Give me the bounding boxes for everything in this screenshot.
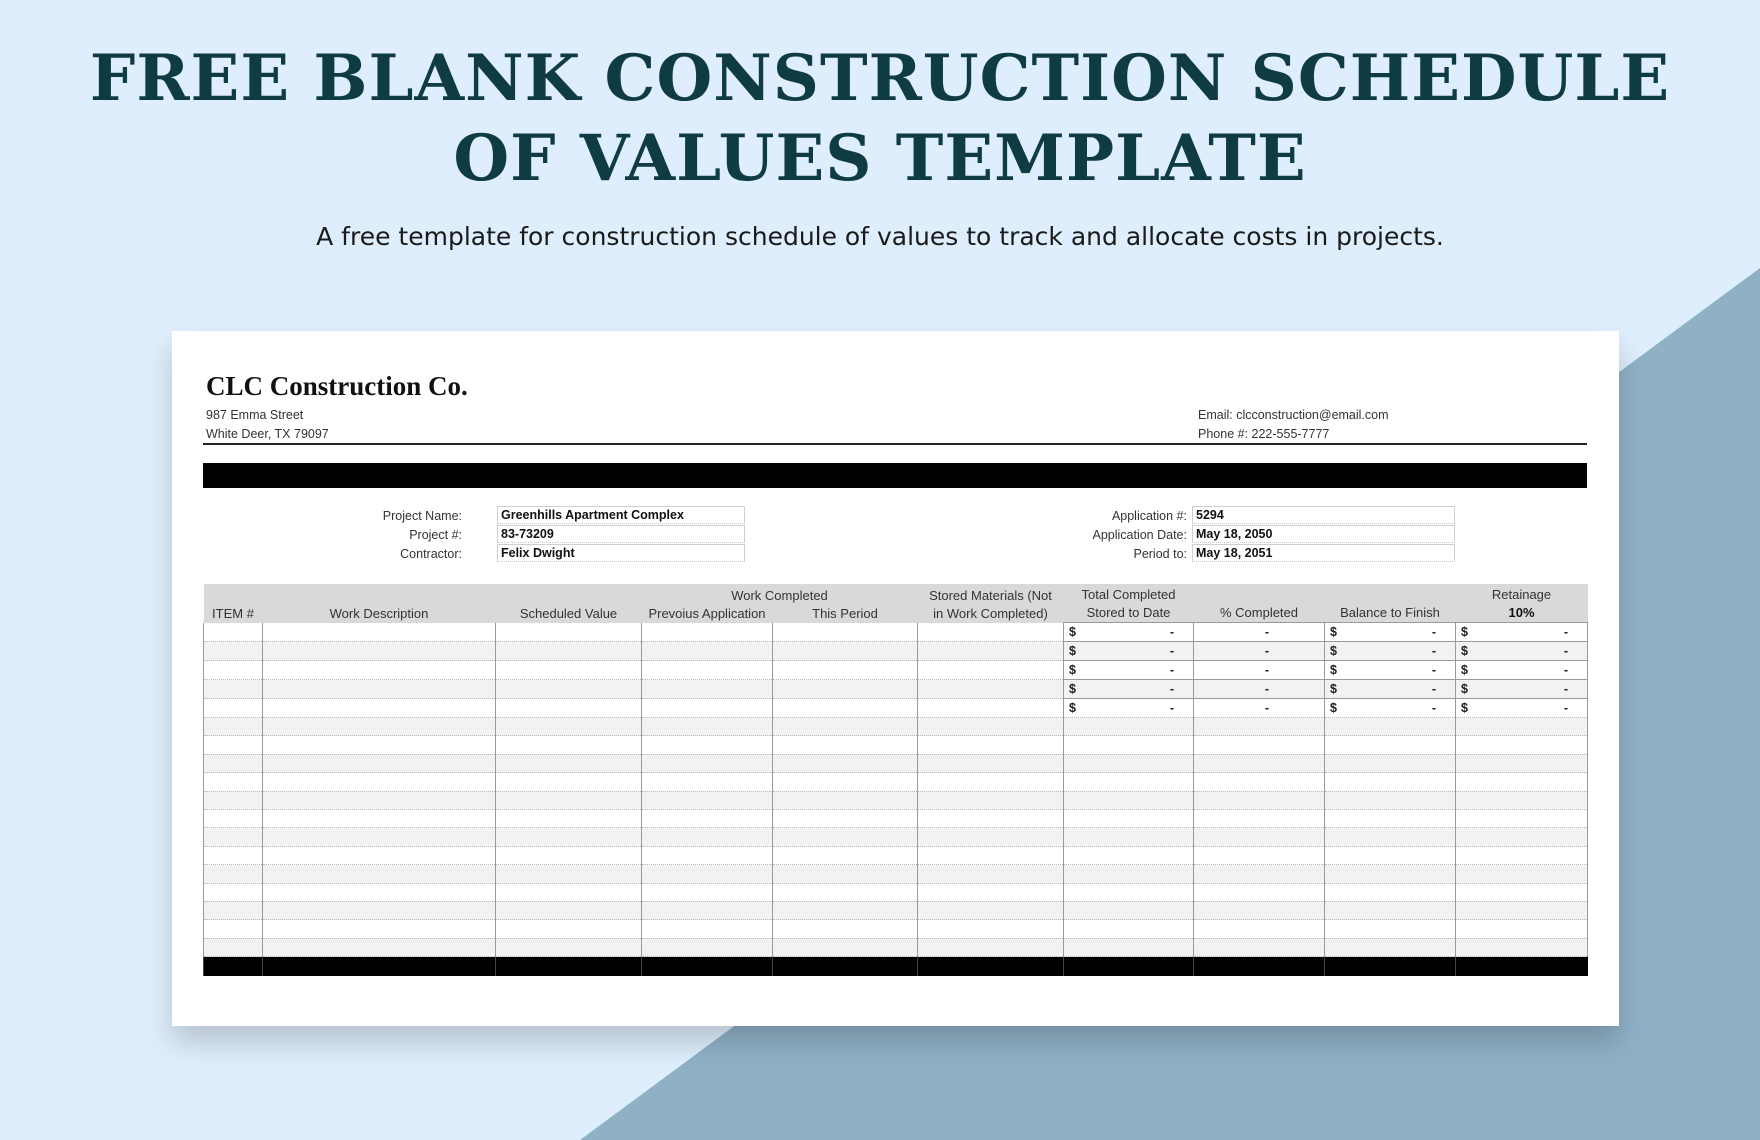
cell-work-description[interactable] <box>263 661 496 680</box>
cell-work-description[interactable] <box>263 809 496 827</box>
cell-retainage[interactable] <box>1456 938 1588 956</box>
cell-total-completed[interactable] <box>1064 809 1194 827</box>
table-row <box>204 642 1588 661</box>
cell-stored-materials[interactable] <box>918 773 1064 791</box>
cell-scheduled-value[interactable] <box>496 920 642 938</box>
project-number-label: Project #: <box>409 528 462 542</box>
cell-work-description[interactable] <box>263 773 496 791</box>
cell-work-description[interactable] <box>263 642 496 661</box>
empty-value-dash: - <box>1563 682 1568 696</box>
table-row <box>204 754 1588 772</box>
cell-total-completed[interactable] <box>1064 718 1194 736</box>
cell-balance-to-finish[interactable] <box>1325 736 1456 754</box>
footer-cell <box>496 957 642 977</box>
cell-this-period[interactable] <box>773 865 918 883</box>
header-stored-materials-line-2: in Work Completed) <box>933 605 1048 621</box>
currency-symbol: $ <box>1461 701 1468 715</box>
cell-stored-materials[interactable] <box>918 920 1064 938</box>
cell-work-description[interactable] <box>263 680 496 699</box>
currency-symbol: $ <box>1461 663 1468 677</box>
cell-total-completed[interactable] <box>1064 661 1194 680</box>
cell-stored-materials[interactable] <box>918 699 1064 718</box>
company-name: CLC Construction Co. <box>206 371 468 401</box>
cell-work-description[interactable] <box>263 920 496 938</box>
cell-retainage[interactable] <box>1456 920 1588 938</box>
cell-item[interactable] <box>204 883 263 901</box>
cell-scheduled-value[interactable] <box>496 699 642 718</box>
cell-stored-materials[interactable] <box>918 791 1064 809</box>
cell-previous-application[interactable] <box>642 642 773 661</box>
header-previous-application: Prevoius Application <box>648 605 766 621</box>
cell-item[interactable] <box>204 718 263 736</box>
footer-cell <box>1456 957 1588 977</box>
cell-percent-completed[interactable] <box>1194 828 1325 846</box>
cell-work-description[interactable] <box>263 846 496 864</box>
cell-this-period[interactable] <box>773 661 918 680</box>
empty-value-dash: - <box>1169 625 1174 639</box>
currency-symbol: $ <box>1069 644 1076 658</box>
table-row <box>204 773 1588 791</box>
empty-value-dash: - <box>1563 663 1568 677</box>
cell-percent-completed[interactable] <box>1194 938 1325 956</box>
cell-retainage[interactable] <box>1456 680 1588 699</box>
cell-percent-completed[interactable] <box>1194 754 1325 772</box>
cell-item[interactable] <box>204 754 263 772</box>
cell-previous-application[interactable] <box>642 773 773 791</box>
header-black-band <box>203 463 1587 488</box>
cell-retainage[interactable] <box>1456 828 1588 846</box>
cell-total-completed[interactable] <box>1064 901 1194 919</box>
empty-value-dash: - <box>1563 701 1568 715</box>
table-row <box>204 828 1588 846</box>
period-to-field[interactable]: May 18, 2051 <box>1192 544 1455 562</box>
header-this-period: This Period <box>812 605 878 621</box>
cell-this-period[interactable] <box>773 846 918 864</box>
empty-value-dash: - <box>1169 663 1174 677</box>
empty-value-dash: - <box>1431 644 1436 658</box>
cell-retainage[interactable] <box>1456 791 1588 809</box>
cell-item[interactable] <box>204 828 263 846</box>
cell-balance-to-finish[interactable] <box>1325 901 1456 919</box>
company-phone: Phone #: 222-555-7777 <box>1198 427 1330 441</box>
cell-work-description[interactable] <box>263 623 496 642</box>
cell-scheduled-value[interactable] <box>496 661 642 680</box>
cell-total-completed[interactable] <box>1064 680 1194 699</box>
contractor-field[interactable]: Felix Dwight <box>497 544 745 562</box>
cell-retainage[interactable] <box>1456 642 1588 661</box>
cell-total-completed[interactable] <box>1064 883 1194 901</box>
page-title-line-2: OF VALUES TEMPLATE <box>453 121 1307 196</box>
empty-value-dash: - <box>1264 663 1269 677</box>
cell-stored-materials[interactable] <box>918 938 1064 956</box>
table-row <box>204 718 1588 736</box>
project-name-field[interactable]: Greenhills Apartment Complex <box>497 506 745 524</box>
cell-total-completed[interactable] <box>1064 938 1194 956</box>
table-row <box>204 901 1588 919</box>
cell-work-description[interactable] <box>263 754 496 772</box>
cell-previous-application[interactable] <box>642 661 773 680</box>
cell-this-period[interactable] <box>773 718 918 736</box>
cell-percent-completed[interactable] <box>1194 809 1325 827</box>
cell-scheduled-value[interactable] <box>496 883 642 901</box>
currency-symbol: $ <box>1330 682 1337 696</box>
cell-total-completed[interactable] <box>1064 791 1194 809</box>
table-row <box>204 846 1588 864</box>
empty-value-dash: - <box>1431 682 1436 696</box>
cell-scheduled-value[interactable] <box>496 791 642 809</box>
cell-retainage[interactable] <box>1456 718 1588 736</box>
cell-this-period[interactable] <box>773 754 918 772</box>
cell-item[interactable] <box>204 661 263 680</box>
cell-balance-to-finish[interactable] <box>1325 623 1456 642</box>
cell-retainage[interactable] <box>1456 736 1588 754</box>
cell-item[interactable] <box>204 680 263 699</box>
table-row <box>204 883 1588 901</box>
cell-item[interactable] <box>204 846 263 864</box>
header-balance-to-finish <box>1325 584 1456 623</box>
cell-stored-materials[interactable] <box>918 809 1064 827</box>
header-work-description-label: Work Description <box>329 605 429 621</box>
cell-previous-application[interactable] <box>642 828 773 846</box>
cell-balance-to-finish[interactable] <box>1325 920 1456 938</box>
header-item-label: ITEM # <box>212 605 254 621</box>
cell-scheduled-value[interactable] <box>496 901 642 919</box>
cell-percent-completed[interactable] <box>1194 661 1325 680</box>
table-row <box>204 736 1588 754</box>
cell-item[interactable] <box>204 938 263 956</box>
cell-balance-to-finish[interactable] <box>1325 809 1456 827</box>
cell-stored-materials[interactable] <box>918 754 1064 772</box>
currency-symbol: $ <box>1461 625 1468 639</box>
application-date-field[interactable]: May 18, 2050 <box>1192 525 1455 543</box>
header-work-completed <box>642 584 918 623</box>
cell-percent-completed[interactable] <box>1194 920 1325 938</box>
cell-retainage[interactable] <box>1456 846 1588 864</box>
cell-previous-application[interactable] <box>642 736 773 754</box>
cell-percent-completed[interactable] <box>1194 846 1325 864</box>
cell-item[interactable] <box>204 736 263 754</box>
cell-stored-materials[interactable] <box>918 680 1064 699</box>
empty-value-dash: - <box>1431 625 1436 639</box>
cell-previous-application[interactable] <box>642 623 773 642</box>
cell-total-completed[interactable] <box>1064 754 1194 772</box>
cell-this-period[interactable] <box>773 809 918 827</box>
cell-retainage[interactable] <box>1456 661 1588 680</box>
cell-retainage[interactable] <box>1456 773 1588 791</box>
cell-work-description[interactable] <box>263 699 496 718</box>
table-row <box>204 920 1588 938</box>
company-email: Email: clcconstruction@email.com <box>1198 408 1389 422</box>
cell-total-completed[interactable] <box>1064 828 1194 846</box>
footer-cell <box>773 957 918 977</box>
cell-scheduled-value[interactable] <box>496 846 642 864</box>
cell-balance-to-finish[interactable] <box>1325 642 1456 661</box>
table-row <box>204 865 1588 883</box>
header-retainage-rate: 10% <box>1508 605 1535 620</box>
empty-value-dash: - <box>1264 644 1269 658</box>
table-row <box>204 680 1588 699</box>
empty-value-dash: - <box>1264 625 1269 639</box>
cell-stored-materials[interactable] <box>918 828 1064 846</box>
company-address-line-1: 987 Emma Street <box>206 408 304 422</box>
currency-symbol: $ <box>1330 644 1337 658</box>
cell-balance-to-finish[interactable] <box>1325 865 1456 883</box>
cell-scheduled-value[interactable] <box>496 773 642 791</box>
application-date-label: Application Date: <box>1092 528 1187 542</box>
cell-this-period[interactable] <box>773 901 918 919</box>
cell-work-description[interactable] <box>263 938 496 956</box>
cell-stored-materials[interactable] <box>918 865 1064 883</box>
currency-symbol: $ <box>1330 625 1337 639</box>
header-total-completed <box>1064 584 1194 623</box>
cell-stored-materials[interactable] <box>918 718 1064 736</box>
empty-value-dash: - <box>1431 701 1436 715</box>
cell-previous-application[interactable] <box>642 938 773 956</box>
cell-balance-to-finish[interactable] <box>1325 699 1456 718</box>
header-stored-materials-line-1: Stored Materials (Not <box>929 587 1052 603</box>
cell-balance-to-finish[interactable] <box>1325 883 1456 901</box>
cell-item[interactable] <box>204 901 263 919</box>
header-retainage-label: Retainage <box>1491 587 1552 602</box>
empty-value-dash: - <box>1563 644 1568 658</box>
cell-percent-completed[interactable] <box>1194 623 1325 642</box>
cell-previous-application[interactable] <box>642 846 773 864</box>
schedule-of-values-table <box>203 584 1588 976</box>
cell-work-description[interactable] <box>263 865 496 883</box>
cell-this-period[interactable] <box>773 883 918 901</box>
cell-item[interactable] <box>204 623 263 642</box>
footer-cell <box>918 957 1064 977</box>
cell-balance-to-finish[interactable] <box>1325 791 1456 809</box>
cell-retainage[interactable] <box>1456 754 1588 772</box>
page-subtitle: A free template for construction schedule of values to track and allocate costs in projects. <box>316 222 1444 251</box>
cell-total-completed[interactable] <box>1064 699 1194 718</box>
cell-this-period[interactable] <box>773 773 918 791</box>
cell-previous-application[interactable] <box>642 883 773 901</box>
empty-value-dash: - <box>1264 682 1269 696</box>
header-balance-to-finish-label: Balance to Finish <box>1340 605 1440 620</box>
cell-retainage[interactable] <box>1456 901 1588 919</box>
cell-balance-to-finish[interactable] <box>1325 661 1456 680</box>
cell-previous-application[interactable] <box>642 699 773 718</box>
cell-percent-completed[interactable] <box>1194 901 1325 919</box>
table-row <box>204 699 1588 718</box>
cell-previous-application[interactable] <box>642 791 773 809</box>
header-scheduled-value-label: Scheduled Value <box>519 605 618 621</box>
application-number-field[interactable]: 5294 <box>1192 506 1455 524</box>
cell-balance-to-finish[interactable] <box>1325 846 1456 864</box>
cell-this-period[interactable] <box>773 791 918 809</box>
header-total-completed-line-2: Stored to Date <box>1086 605 1171 620</box>
header-stored-materials <box>918 584 1064 623</box>
empty-value-dash: - <box>1563 625 1568 639</box>
cell-work-description[interactable] <box>263 901 496 919</box>
cell-stored-materials[interactable] <box>918 642 1064 661</box>
table-row <box>204 809 1588 827</box>
cell-work-description[interactable] <box>263 791 496 809</box>
cell-total-completed[interactable] <box>1064 736 1194 754</box>
cell-this-period[interactable] <box>773 828 918 846</box>
footer-cell <box>263 957 496 977</box>
header-work-completed-group: Work Completed <box>731 587 828 603</box>
header-work-description <box>263 584 496 623</box>
cell-stored-materials[interactable] <box>918 736 1064 754</box>
project-name-label: Project Name: <box>382 509 462 523</box>
header-item <box>204 584 263 623</box>
cell-retainage[interactable] <box>1456 865 1588 883</box>
cell-this-period[interactable] <box>773 680 918 699</box>
cell-balance-to-finish[interactable] <box>1325 828 1456 846</box>
cell-percent-completed[interactable] <box>1194 791 1325 809</box>
header-retainage <box>1456 584 1588 623</box>
empty-value-dash: - <box>1169 644 1174 658</box>
cell-balance-to-finish[interactable] <box>1325 680 1456 699</box>
cell-scheduled-value[interactable] <box>496 623 642 642</box>
cell-scheduled-value[interactable] <box>496 680 642 699</box>
currency-symbol: $ <box>1330 663 1337 677</box>
project-number-field[interactable]: 83-73209 <box>497 525 745 543</box>
page-title-line-1: FREE BLANK CONSTRUCTION SCHEDULE <box>89 41 1671 116</box>
table-row <box>204 623 1588 642</box>
cell-previous-application[interactable] <box>642 901 773 919</box>
cell-previous-application[interactable] <box>642 865 773 883</box>
cell-percent-completed[interactable] <box>1194 883 1325 901</box>
cell-work-description[interactable] <box>263 883 496 901</box>
cell-item[interactable] <box>204 699 263 718</box>
footer-cell <box>1194 957 1325 977</box>
empty-value-dash: - <box>1264 701 1269 715</box>
cell-retainage[interactable] <box>1456 809 1588 827</box>
footer-cell <box>204 957 263 977</box>
cell-scheduled-value[interactable] <box>496 642 642 661</box>
cell-retainage[interactable] <box>1456 699 1588 718</box>
cell-previous-application[interactable] <box>642 754 773 772</box>
cell-previous-application[interactable] <box>642 718 773 736</box>
table-footer-row <box>204 957 1588 977</box>
cell-percent-completed[interactable] <box>1194 680 1325 699</box>
currency-symbol: $ <box>1069 682 1076 696</box>
application-number-label: Application #: <box>1111 509 1187 523</box>
cell-previous-application[interactable] <box>642 920 773 938</box>
cell-item[interactable] <box>204 773 263 791</box>
currency-symbol: $ <box>1330 701 1337 715</box>
company-address-line-2: White Deer, TX 79097 <box>206 427 329 441</box>
cell-scheduled-value[interactable] <box>496 718 642 736</box>
cell-total-completed[interactable] <box>1064 623 1194 642</box>
cell-item[interactable] <box>204 791 263 809</box>
cell-stored-materials[interactable] <box>918 883 1064 901</box>
table-header-row <box>204 584 1588 623</box>
cell-retainage[interactable] <box>1456 883 1588 901</box>
empty-value-dash: - <box>1431 663 1436 677</box>
cell-percent-completed[interactable] <box>1194 773 1325 791</box>
cell-percent-completed[interactable] <box>1194 718 1325 736</box>
cell-total-completed[interactable] <box>1064 920 1194 938</box>
currency-symbol: $ <box>1461 644 1468 658</box>
cell-stored-materials[interactable] <box>918 846 1064 864</box>
cell-total-completed[interactable] <box>1064 865 1194 883</box>
currency-symbol: $ <box>1069 701 1076 715</box>
template-sheet <box>172 331 1619 1026</box>
cell-scheduled-value[interactable] <box>496 809 642 827</box>
cell-this-period[interactable] <box>773 623 918 642</box>
footer-cell <box>1325 957 1456 977</box>
cell-this-period[interactable] <box>773 699 918 718</box>
cell-scheduled-value[interactable] <box>496 736 642 754</box>
cell-scheduled-value[interactable] <box>496 938 642 956</box>
cell-scheduled-value[interactable] <box>496 754 642 772</box>
cell-total-completed[interactable] <box>1064 846 1194 864</box>
table-body <box>204 623 1588 957</box>
cell-stored-materials[interactable] <box>918 623 1064 642</box>
cell-balance-to-finish[interactable] <box>1325 718 1456 736</box>
empty-value-dash: - <box>1169 682 1174 696</box>
cell-balance-to-finish[interactable] <box>1325 938 1456 956</box>
table-row <box>204 938 1588 956</box>
footer-cell <box>642 957 773 977</box>
currency-symbol: $ <box>1069 625 1076 639</box>
cell-scheduled-value[interactable] <box>496 828 642 846</box>
cell-total-completed[interactable] <box>1064 642 1194 661</box>
cell-percent-completed[interactable] <box>1194 699 1325 718</box>
cell-this-period[interactable] <box>773 938 918 956</box>
cell-scheduled-value[interactable] <box>496 865 642 883</box>
cell-item[interactable] <box>204 920 263 938</box>
header-percent-completed-label: % Completed <box>1219 605 1299 620</box>
cell-this-period[interactable] <box>773 920 918 938</box>
cell-item[interactable] <box>204 865 263 883</box>
cell-percent-completed[interactable] <box>1194 642 1325 661</box>
header-percent-completed <box>1194 584 1325 623</box>
cell-work-description[interactable] <box>263 828 496 846</box>
footer-cell <box>1064 957 1194 977</box>
currency-symbol: $ <box>1069 663 1076 677</box>
cell-balance-to-finish[interactable] <box>1325 773 1456 791</box>
header-scheduled-value <box>496 584 642 623</box>
period-to-label: Period to: <box>1133 547 1187 561</box>
cell-percent-completed[interactable] <box>1194 865 1325 883</box>
table-row <box>204 791 1588 809</box>
cell-item[interactable] <box>204 642 263 661</box>
cell-work-description[interactable] <box>263 718 496 736</box>
contractor-label: Contractor: <box>400 547 462 561</box>
cell-total-completed[interactable] <box>1064 773 1194 791</box>
table-row <box>204 661 1588 680</box>
cell-this-period[interactable] <box>773 642 918 661</box>
header-total-completed-line-1: Total Completed <box>1081 587 1176 602</box>
cell-retainage[interactable] <box>1456 623 1588 642</box>
cell-work-description[interactable] <box>263 736 496 754</box>
cell-stored-materials[interactable] <box>918 901 1064 919</box>
cell-balance-to-finish[interactable] <box>1325 754 1456 772</box>
empty-value-dash: - <box>1169 701 1174 715</box>
header-divider <box>203 443 1587 445</box>
cell-stored-materials[interactable] <box>918 661 1064 680</box>
cell-percent-completed[interactable] <box>1194 736 1325 754</box>
cell-previous-application[interactable] <box>642 809 773 827</box>
cell-previous-application[interactable] <box>642 680 773 699</box>
cell-item[interactable] <box>204 809 263 827</box>
currency-symbol: $ <box>1461 682 1468 696</box>
cell-this-period[interactable] <box>773 736 918 754</box>
